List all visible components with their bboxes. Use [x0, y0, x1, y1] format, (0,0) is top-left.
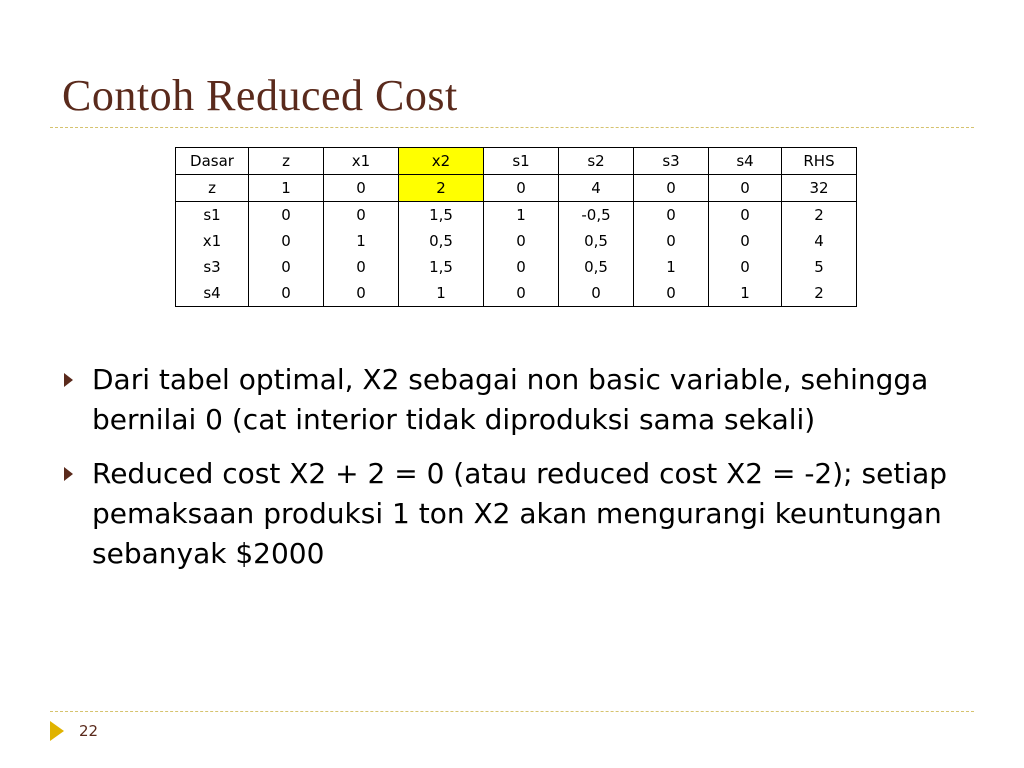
title-divider: [50, 127, 974, 128]
table-cell: 0: [634, 228, 709, 254]
table-cell: 0: [249, 202, 324, 229]
table-cell: 0: [559, 280, 634, 307]
table-cell: 0: [249, 280, 324, 307]
table-header-row: [176, 148, 857, 175]
table-cell: 0: [709, 254, 782, 280]
table-cell: 0: [484, 228, 559, 254]
table-cell: 0: [634, 175, 709, 202]
table-cell: 0,5: [399, 228, 484, 254]
bullet-list: [62, 360, 972, 588]
table-row: [176, 254, 857, 280]
header-cell-z: z: [249, 148, 324, 175]
bullet-item: [62, 454, 972, 574]
table-cell: 0: [484, 175, 559, 202]
slide-title: Contoh Reduced Cost: [62, 71, 458, 120]
table-cell: -0,5: [559, 202, 634, 229]
triangle-footer-icon: [50, 721, 64, 741]
table-cell: 1,5: [399, 202, 484, 229]
table-cell: s1: [176, 202, 249, 229]
header-cell-s3: s3: [634, 148, 709, 175]
table-cell: 2: [782, 280, 857, 307]
header-cell-dasar: Dasar: [176, 148, 249, 175]
table-cell: 0: [634, 280, 709, 307]
header-cell-s4: s4: [709, 148, 782, 175]
table-z-row: [176, 175, 857, 202]
table-cell: 5: [782, 254, 857, 280]
table-cell: 0: [709, 202, 782, 229]
footer-divider: [50, 711, 974, 712]
header-cell-x1: x1: [324, 148, 399, 175]
table-cell: 0: [324, 280, 399, 307]
table-cell: s4: [176, 280, 249, 307]
table-cell: 0: [324, 202, 399, 229]
table-cell: 2: [782, 202, 857, 229]
table-cell-highlighted: 2: [399, 175, 484, 202]
header-cell-rhs: RHS: [782, 148, 857, 175]
table-cell: 4: [559, 175, 634, 202]
table-cell: 4: [782, 228, 857, 254]
table-cell: 0: [324, 175, 399, 202]
table-row: [176, 228, 857, 254]
table-cell: 0,5: [559, 254, 634, 280]
triangle-bullet-icon: [64, 467, 73, 481]
table-cell: 0: [709, 175, 782, 202]
table-cell: 0: [484, 280, 559, 307]
triangle-bullet-icon: [64, 373, 73, 387]
bullet-text: Dari tabel optimal, X2 sebagai non basic variable, sehingga bernilai 0 (cat interior tidak diproduksi sama sekali): [92, 363, 929, 436]
bullet-item: [62, 360, 972, 440]
bullet-text: Reduced cost X2 + 2 = 0 (atau reduced cost X2 = -2); setiap pemaksaan produksi 1 ton X2 akan mengurangi keuntungan sebanyak $2000: [92, 457, 948, 570]
simplex-table: [175, 147, 857, 307]
table-cell: x1: [176, 228, 249, 254]
table-cell: s3: [176, 254, 249, 280]
table-cell: 0: [324, 254, 399, 280]
header-cell-x2: x2: [399, 148, 484, 175]
page-number: 22: [79, 722, 99, 740]
table-cell: z: [176, 175, 249, 202]
table-row: [176, 202, 857, 229]
table-cell: 1,5: [399, 254, 484, 280]
table-cell: 1: [634, 254, 709, 280]
table-cell: 0: [709, 228, 782, 254]
header-cell-s2: s2: [559, 148, 634, 175]
table-cell: 0,5: [559, 228, 634, 254]
table-cell: 1: [324, 228, 399, 254]
table-cell: 32: [782, 175, 857, 202]
table-cell: 1: [249, 175, 324, 202]
table-cell: 0: [484, 254, 559, 280]
table-cell: 1: [709, 280, 782, 307]
header-cell-s1: s1: [484, 148, 559, 175]
table-row: [176, 280, 857, 307]
table-cell: 0: [249, 254, 324, 280]
table-cell: 0: [249, 228, 324, 254]
table-cell: 1: [484, 202, 559, 229]
table-cell: 0: [634, 202, 709, 229]
table-cell: 1: [399, 280, 484, 307]
